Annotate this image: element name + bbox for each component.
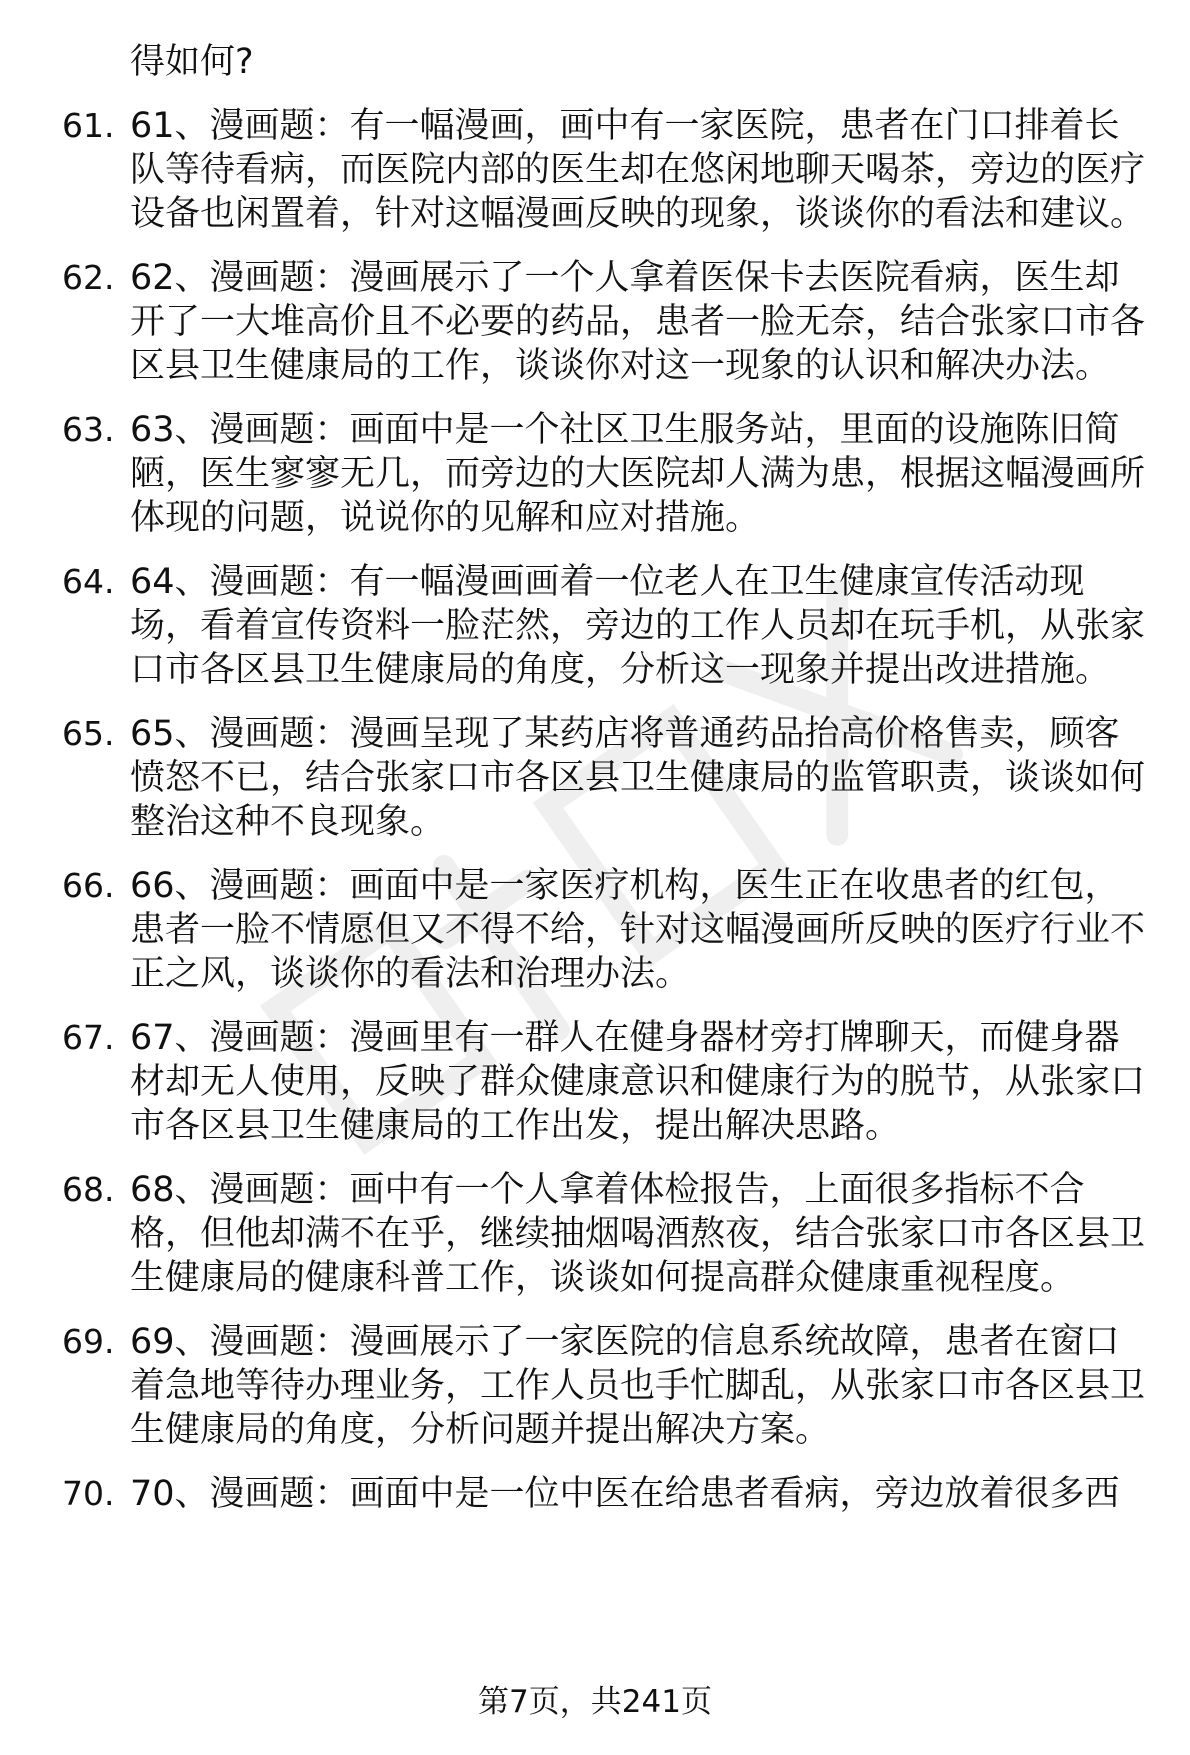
question-item-69 xyxy=(62,1320,1152,1452)
question-text: 69、漫画题：漫画展示了一家医院的信息系统故障，患者在窗口着急地等待办理业务，工作人员也手忙脚乱，从张家口市各区县卫生健康局的角度，分析问题并提出解决方案。 xyxy=(130,1322,1146,1450)
question-number: 67. xyxy=(62,1018,115,1057)
question-item-67 xyxy=(62,1016,1152,1148)
question-number: 65. xyxy=(62,714,115,753)
question-number: 66. xyxy=(62,866,115,905)
question-text: 63、漫画题：画面中是一个社区卫生服务站，里面的设施陈旧简陋，医生寥寥无几，而旁边的大医院却人满为患，根据这幅漫画所体现的问题，说说你的见解和应对措施。 xyxy=(130,410,1146,538)
question-number: 69. xyxy=(62,1322,115,1361)
question-item-64 xyxy=(62,560,1152,692)
question-number: 62. xyxy=(62,258,115,297)
continuation-text: 得如何? xyxy=(130,42,254,82)
question-text: 62、漫画题：漫画展示了一个人拿着医保卡去医院看病，医生却开了一大堆高价且不必要的药品，患者一脸无奈，结合张家口市各区县卫生健康局的工作，谈谈你对这一现象的认识和解决办法。 xyxy=(130,258,1146,386)
question-text: 66、漫画题：画面中是一家医疗机构，医生正在收患者的红包，患者一脸不情愿但又不得不给，针对这幅漫画所反映的医疗行业不正之风，谈谈你的看法和治理办法。 xyxy=(130,866,1146,994)
question-number: 70. xyxy=(62,1474,115,1513)
question-item-66 xyxy=(62,864,1152,996)
question-number: 63. xyxy=(62,410,115,449)
question-list xyxy=(62,40,1152,1536)
question-item-65 xyxy=(62,712,1152,844)
question-item-62 xyxy=(62,256,1152,388)
question-item-63 xyxy=(62,408,1152,540)
question-item-61 xyxy=(62,104,1152,236)
question-text: 65、漫画题：漫画呈现了某药店将普通药品抬高价格售卖，顾客愤怒不已，结合张家口市各区县卫生健康局的监管职责，谈谈如何整治这种不良现象。 xyxy=(130,714,1146,842)
question-number: 64. xyxy=(62,562,115,601)
question-text: 68、漫画题：画中有一个人拿着体检报告，上面很多指标不合格，但他却满不在乎，继续抽烟喝酒熬夜，结合张家口市各区县卫生健康局的健康科普工作，谈谈如何提高群众健康重视程度。 xyxy=(130,1170,1146,1298)
question-text: 64、漫画题：有一幅漫画画着一位老人在卫生健康宣传活动现场，看着宣传资料一脸茫然，旁边的工作人员却在玩手机，从张家口市各区县卫生健康局的角度，分析这一现象并提出改进措施。 xyxy=(130,562,1146,690)
question-text: 70、漫画题：画面中是一位中医在给患者看病，旁边放着很多西 xyxy=(130,1474,1120,1514)
question-number: 61. xyxy=(62,106,115,145)
question-item-68 xyxy=(62,1168,1152,1300)
question-number: 68. xyxy=(62,1170,115,1209)
question-text: 67、漫画题：漫画里有一群人在健身器材旁打牌聊天，而健身器材却无人使用，反映了群众健康意识和健康行为的脱节，从张家口市各区县卫生健康局的工作出发，提出解决思路。 xyxy=(130,1018,1146,1146)
question-item-70 xyxy=(62,1472,1152,1516)
page-footer: 第7页，共241页 xyxy=(478,1684,712,1720)
question-text: 61、漫画题：有一幅漫画，画中有一家医院，患者在门口排着长队等待看病，而医院内部的医生却在悠闲地聊天喝茶，旁边的医疗设备也闲置着，针对这幅漫画反映的现象，谈谈你的看法和建议。 xyxy=(130,106,1146,234)
